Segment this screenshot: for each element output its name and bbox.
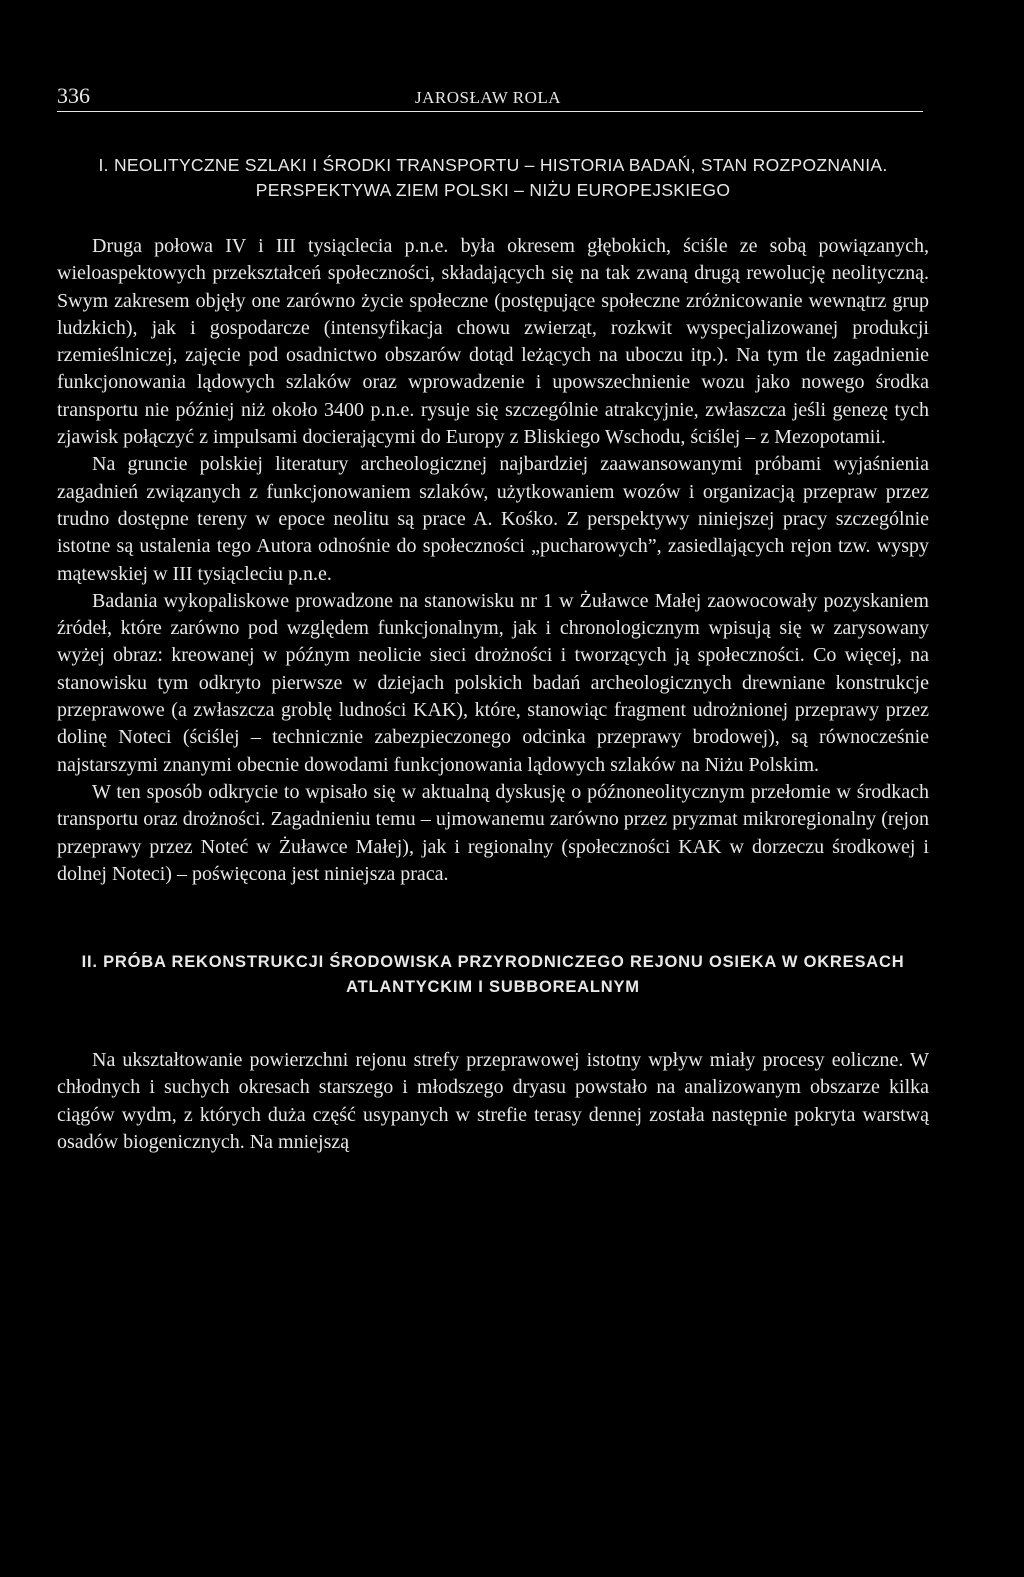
paragraph: Na gruncie polskiej literatury archeologicznej najbardziej zaawansowanymi próbami wyjaśnienia zagadnień związanych z funkcjonowaniem szlaków, użytkowaniem wozów i organizacją przepraw przez trudno dostępne tereny w epoce neolitu są prace A. Kośko. Z perspektywy niniejszej pracy szczególnie istotne są ustalenia tego Autora odnośnie do społeczności „pucharowych”, zasiedlających rejon tzw. wyspy mątewskiej w III tysiącleciu p.n.e. — [57, 453, 929, 585]
section-1-body — [57, 233, 929, 888]
page — [57, 84, 929, 1156]
paragraph: W ten sposób odkrycie to wpisało się w aktualną dyskusję o późnoneolitycznym przełomie w środkach transportu oraz drożności. Zagadnieniu temu – ujmowanemu zarówno przez pryzmat mikroregionalny (rejon przeprawy przez Noteć w Żuławce Małej), jak i regionalny (społeczności KAK w dorzeczu środkowej i dolnej Noteci) – poświęcona jest niniejsza praca. — [57, 780, 929, 885]
paragraph: Badania wykopaliskowe prowadzone na stanowisku nr 1 w Żuławce Małej zaowocowały pozyskaniem źródeł, które zarówno pod względem funkcjonalnym, jak i chronologicznym wpisują się w zarysowany wyżej obraz: kreowanej w późnym neolicie sieci drożności i tworzących ją społeczności. Co więcej, na stanowisku tym odkryto pierwsze w dziejach polskich badań archeologicznych drewniane konstrukcje przeprawowe (a zwłaszcza groblę ludności KAK), które, stanowiąc fragment udrożnionej przeprawy przez dolinę Noteci (ściślej – technicznie zabezpieczonego odcinka przeprawy brodowej), są równocześnie najstarszymi znanymi obecnie dowodami funkcjonowania lądowych szlaków na Niżu Polskim. — [57, 589, 929, 776]
section-heading-2: II. PRÓBA REKONSTRUKCJI ŚRODOWISKA PRZYRODNICZEGO REJONU OSIEKA W OKRESACH ATLANTYCKIM I SUBBOREALNYM — [81, 953, 905, 997]
running-head-author: JAROSŁAW ROLA — [415, 88, 562, 107]
header-rule — [57, 111, 923, 112]
running-header — [57, 84, 929, 116]
section-heading-1: I. NEOLITYCZNE SZLAKI I ŚRODKI TRANSPORTU – HISTORIA BADAŃ, STAN ROZPOZNANIA. PERSPEKTYWA ZIEM POLSKI – NIŻU EUROPEJSKIEGO — [98, 155, 888, 200]
paragraph: Druga połowa IV i III tysiąclecia p.n.e. była okresem głębokich, ściśle ze sobą powiązanych, wieloaspektowych przekształceń społeczności, składających się na tak zwaną drugą rewolucję neolityczną. Swym zakresem objęły one zarówno życie społeczne (postępujące społeczne zróżnicowanie wewnątrz grup ludzkich), jak i gospodarcze (intensyfikacja chowu zwierząt, rozkwit wyspecjalizowanej produkcji rzemieślniczej, zajęcie pod osadnictwo obszarów dotąd leżących na uboczu itp.). Na tym tle zagadnienie funkcjonowania lądowych szlaków oraz wprowadzenie i upowszechnienie wozu jako nowego środka transportu nie później niż około 3400 p.n.e. rysuje się szczególnie atrakcyjnie, zwłaszcza jeśli genezę tych zjawisk połączyć z impulsami docierającymi do Europy z Bliskiego Wschodu, ściślej – z Mezopotamii. — [57, 235, 929, 449]
page-number: 336 — [57, 83, 90, 108]
paragraph: Na ukształtowanie powierzchni rejonu strefy przeprawowej istotny wpływ miały procesy eoliczne. W chłodnych i suchych okresach starszego i młodszego dryasu powstało na analizowanym obszarze kilka ciągów wydm, z których duża część usypanych w strefie terasy dennej została następnie pokryta warstwą osadów biogenicznych. Na mniejszą — [57, 1049, 929, 1154]
section-2-body — [57, 1047, 929, 1156]
